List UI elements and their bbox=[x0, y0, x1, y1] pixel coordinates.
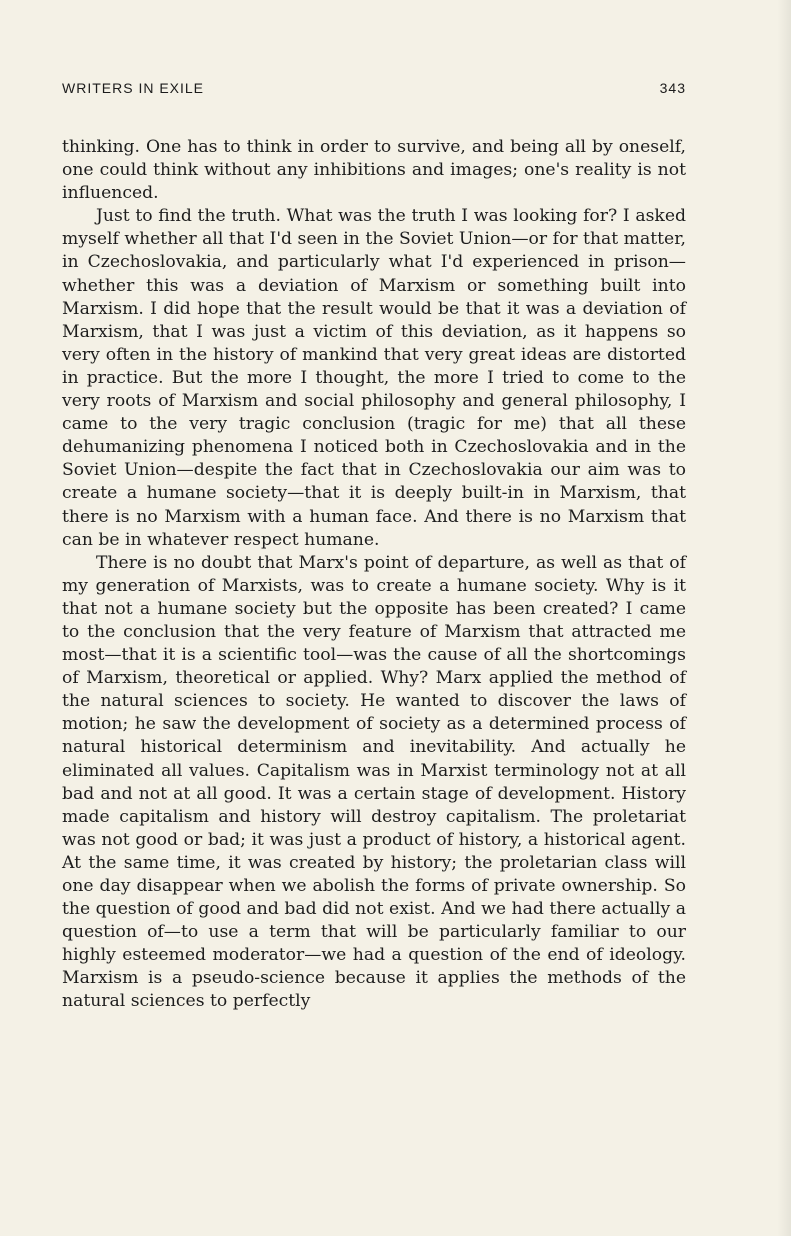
body-text bbox=[62, 136, 686, 1014]
running-head bbox=[62, 80, 686, 102]
paragraph-marx-departure: There is no doubt that Marx's point of departure, as well as that of my generation of Marxists, was to create a humane society. Why is it that not a humane society but the opposite has been created? I came to the conclusion that the very feature of Marxism that attracted me most—that it is a scientific tool—was the cause of all the shortcomings of Marxism, theoretical or applied. Why? Marx applied the method of the natural sciences to society. He wanted to discover the laws of motion; he saw the development of society as a determined process of natural historical determinism and inevitability. And actually he eliminated all values. Capitalism was in Marxist terminology not at all bad and not at all good. It was a certain stage of development. History made capitalism and history will destroy capitalism. The proletariat was not good or bad; it was just a product of history, a historical agent. At the same time, it was created by history; the proletarian class will one day disappear when we abolish the forms of private ownership. So the question of good and bad did not exist. And we had there actually a question of—to use a term that will be particularly familiar to our highly esteemed moderator—we had a question of the end of ideology. Marxism is a pseudo-science because it applies the methods of the natural sciences to perfectly bbox=[62, 552, 686, 1012]
page-edge-shadow bbox=[777, 0, 791, 1236]
page-number: 343 bbox=[659, 80, 686, 96]
paragraph-continued: thinking. One has to think in order to survive, and being all by oneself, one could think without any inhibitions and images; one's reality is not influenced. bbox=[62, 137, 686, 204]
running-title: WRITERS IN EXILE bbox=[62, 80, 205, 96]
paragraph-truth: Just to find the truth. What was the truth I was looking for? I asked myself whether all that I'd seen in the Soviet Union—or for that matter, in Czechoslovakia, and particularly what I'd experienced in prison—whether this was a deviation of Marxism or something built into Marxism. I did hope that the result would be that it was a deviation of Marxism, that I was just a victim of this deviation, as it happens so very often in the history of mankind that very great ideas are distorted in practice. But the more I thought, the more I tried to come to the very roots of Marxism and social philosophy and general philosophy, I came to the very tragic conclusion (tragic for me) that all these dehumanizing phenomena I noticed both in Czechoslovakia and in the Soviet Union—despite the fact that in Czechoslovakia our aim was to create a humane society—that it is deeply built-in in Marxism, that there is no Marxism with a human face. And there is no Marxism that can be in whatever respect humane. bbox=[62, 206, 686, 550]
